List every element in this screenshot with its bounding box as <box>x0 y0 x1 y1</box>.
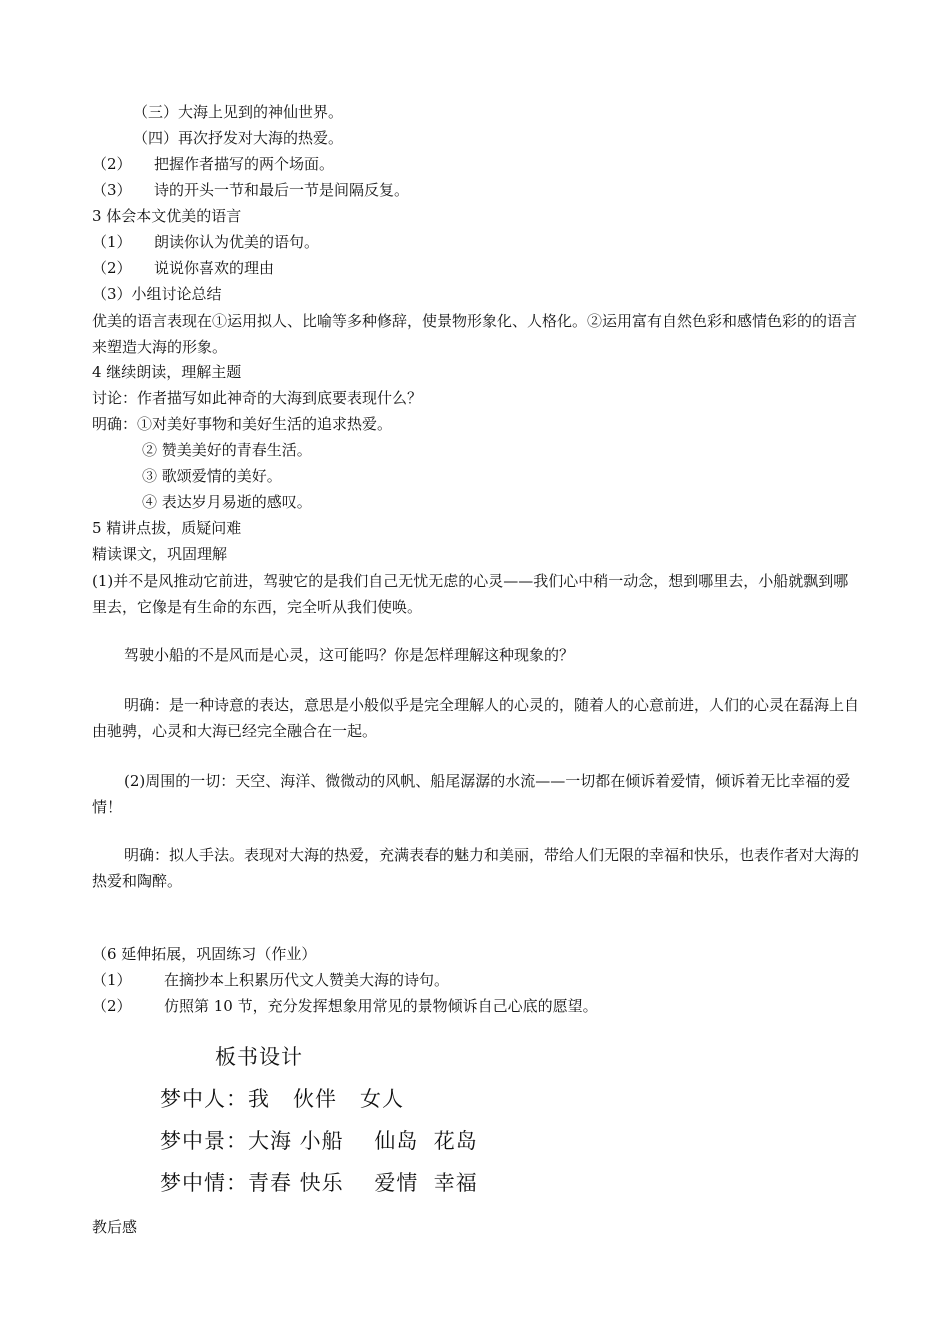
list-item <box>92 995 598 1017</box>
list-text: 诗的开头一节和最后一节是间隔反复。 <box>154 181 410 199</box>
section-6-heading: （6 延伸拓展，巩固练习（作业） <box>92 945 317 963</box>
section-5-heading: 5 精讲点拔，质疑问难 <box>92 519 242 537</box>
list-number: （3） <box>92 181 132 199</box>
section-4-heading: 4 继续朗读，理解主题 <box>92 363 242 381</box>
answer-item: ③ 歌颂爱情的美好。 <box>142 467 282 485</box>
list-number: （2） <box>92 259 132 277</box>
list-item <box>92 257 274 279</box>
list-number: （1） <box>92 971 132 989</box>
language-summary-paragraph: 优美的语言表现在①运用拟人、比喻等多种修辞，使景物形象化、人格化。②运用富有自然色彩和感情色彩的的语言来塑造大海的形象。 <box>92 312 858 356</box>
list-item <box>92 153 334 175</box>
board-row-people: 梦中人：我 伙伴 女人 <box>160 1087 405 1111</box>
list-text: 在摘抄本上积累历代文人赞美大海的诗句。 <box>164 971 450 989</box>
list-text: 仿照第 10 节，充分发挥想象用常见的景物倾诉自己心底的愿望。 <box>164 997 598 1015</box>
teaching-reflection-label: 教后感 <box>92 1218 138 1236</box>
question-1: 驾驶小船的不是风而是心灵，这可能吗？你是怎样理解这种现象的？ <box>124 646 575 664</box>
list-text: 把握作者描写的两个场面。 <box>154 155 335 173</box>
answer-1-paragraph: 明确：是一种诗意的表达，意思是小般似乎是完全理解人的心灵的，随着人的心意前进，人们的心灵在磊海上自由驰骋，心灵和大海已经完全融合在一起。 <box>92 696 860 740</box>
board-design-title: 板书设计 <box>215 1045 303 1069</box>
answer-item: ② 赞美美好的青春生活。 <box>142 441 312 459</box>
board-row-scenery: 梦中景：大海 小船 仙岛 花岛 <box>160 1129 478 1153</box>
quoted-passage-2: (2)周围的一切：天空、海洋、微微动的风帆、船尾潺潺的水流——一切都在倾诉着爱情，倾诉着无比幸福的爱情！ <box>92 772 851 816</box>
section-5-subheading: 精读课文，巩固理解 <box>92 545 228 563</box>
list-text: 说说你喜欢的理由 <box>154 259 275 277</box>
list-item <box>92 179 409 201</box>
structure-part-3: （三）大海上见到的神仙世界。 <box>133 103 344 121</box>
list-item <box>92 969 449 991</box>
structure-part-4: （四）再次抒发对大海的热爱。 <box>133 129 344 147</box>
list-number: （2） <box>92 155 132 173</box>
discussion-question: 讨论：作者描写如此神奇的大海到底要表现什么？ <box>92 389 423 407</box>
answer-2-paragraph: 明确：拟人手法。表现对大海的热爱，充满表春的魅力和美丽，带给人们无限的幸福和快乐，也表作者对大海的热爱和陶醉。 <box>92 846 860 890</box>
list-number: （2） <box>92 997 132 1015</box>
section-3-heading: 3 体会本文优美的语言 <box>92 207 242 225</box>
list-number: （1） <box>92 233 132 251</box>
list-text: 朗读你认为优美的语句。 <box>154 233 320 251</box>
list-item <box>92 231 319 253</box>
quoted-passage-1: (1)并不是风推动它前进，驾驶它的是我们自己无忧无虑的心灵——我们心中稍一动念，想到哪里去，小船就飘到哪里去，它像是有生命的东西，完全听从我们使唤。 <box>92 572 849 616</box>
answer-item: 明确：①对美好事物和美好生活的追求热爱。 <box>92 415 393 433</box>
group-discussion-item: （3）小组讨论总结 <box>92 285 222 303</box>
board-row-feelings: 梦中情：青春 快乐 爱情 幸福 <box>160 1171 478 1195</box>
answer-item: ④ 表达岁月易逝的感叹。 <box>142 493 312 511</box>
